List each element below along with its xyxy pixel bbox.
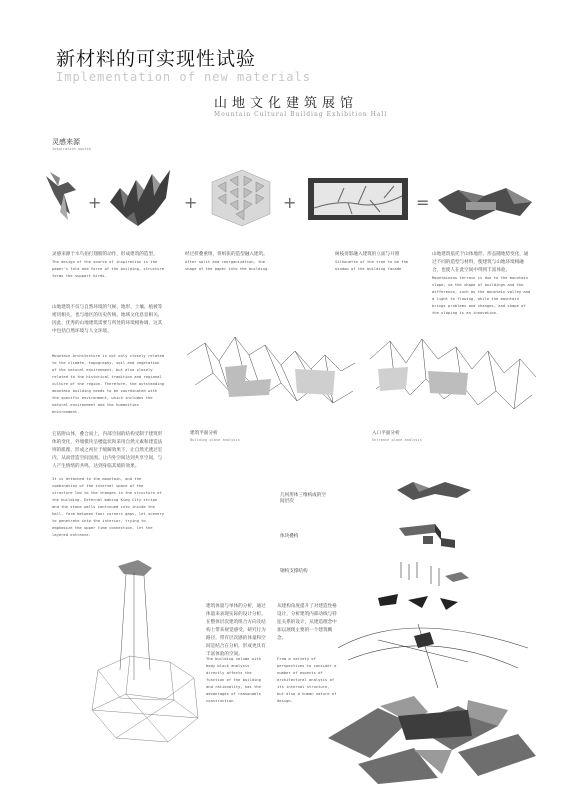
entrance-plane-drawing: [368, 325, 538, 425]
exploded-axonometric-drawing: [318, 588, 540, 784]
building-plane-drawing: [185, 325, 360, 425]
page-title-english: Implementation of new materials: [56, 70, 311, 84]
paragraph-4: 从建构角度提升了对建造性格设计，分析建筑内部动线与特征关系的设计，从建造理念中加以展现主要的一个建筑概念。: [277, 603, 337, 640]
caption-3: 树枝剪影融入建筑的立面与开窗 Silhouette of the tree to be the window of the building facade: [335, 251, 409, 271]
paragraph-3-english: The building volume with body block analysis directly affects the function of the building and rationality, has the advantages of reasonable construction.: [206, 656, 261, 703]
building-plane-label: 建筑平面分析: [190, 430, 218, 435]
paper-fold-image: [108, 168, 173, 228]
building-plane-label-english: Building plane analysis: [190, 438, 240, 442]
branch-silhouette-image: [308, 178, 408, 220]
bird-image: [40, 168, 90, 228]
paragraph-2: 它依附山体，叠合而上，内部空间的结构受制于建筑形体的变化，外墙模块呈楼盘状和采用自然元素和建造法则的肌理，形成之初位于缓解效果下，让自然光透过室内，从而营造空间氛围。让内外空间达到共享空间，与人产生情绪的共鸣，达到身临其境的效果。: [52, 431, 163, 468]
layer-label-blocks: 体块叠构: [280, 533, 299, 538]
project-title-english: Mountain Cultural Building Exhibition Hall: [214, 111, 388, 118]
entrance-plane-label-english: Entrance plane analysis: [372, 438, 422, 442]
steel-structure-drawing: [90, 560, 200, 750]
caption-2: 经过折叠重组，将纸张的造型融入建筑。 After split and reorganization, the shape of the paper into the building.: [185, 251, 270, 271]
layer-label-steel: 钢构支撑结构: [280, 568, 308, 573]
plus-operator-2: +: [184, 193, 198, 212]
folded-module-image: [208, 168, 274, 228]
roof-layer-graphic: [395, 480, 475, 502]
plus-operator-1: +: [88, 193, 102, 212]
inspiration-heading-english: Inspiration source: [52, 147, 91, 151]
paragraph-3: 建筑体量与单体的分析，通过体量来表现实际的设计分析。在整体层次建筑组合方向及结构上带来视觉感受，研究行为路径。带有层次感的体量和空间是结合在分析，形成更具有丰富体验的空间。: [206, 603, 266, 656]
building-result-image: [436, 186, 536, 224]
layer-label-geometry: 几何形体三维构成的空间层次: [280, 492, 326, 503]
block-layer-graphic: [395, 522, 475, 550]
project-title: 山地文化建筑展馆: [214, 95, 359, 110]
paragraph-1: 山地建筑不仅与自然环境的气候、地形、土壤、植被等密切相关，也与地区的历史传统、地域文化息息相关。因此，优秀的山地建筑需要与所处的环境相协调，这其中包括自然环境与人文环境。: [52, 304, 163, 333]
caption-1: 灵感来源于水鸟拍打翅膀的动作，形成建筑的造型。 The design of the source of inspiration is the paper's fold and force of the building, structure forms the support birds.: [52, 251, 165, 278]
paragraph-4-english: From a variety of perspectives to consider a number of aspects of architectural analysis of its internal structure, but also a human nature of design.: [277, 656, 337, 703]
caption-4: 山地建筑依托于山体地形，形态随地势变化，通过不同的造型与材料，使建筑与山地环境相融合，也使人在此空间中得到丰富体验。 Mountainous terrain is due to the mountain slope, so the shape of buildings and the difference, such as the mountain valley and a light to flowing, while the mountain brings problems and changes, and shape of the sloping is an innovation.: [432, 251, 531, 315]
page-title: 新材料的可实现性试验: [56, 49, 257, 70]
paragraph-1-english: Mountain Architecture is not only closely related to the climate, topography, soil and vegetation of the natural environment, but also closely related to the historical tradition and regional culture of the region. Therefore, the outstanding mountain building needs to be coordinated with the specific environment, which includes the natural environment and the humanities environment.: [52, 353, 165, 414]
inspiration-heading: 灵感来源: [52, 139, 80, 146]
steel-layer-graphic: [395, 558, 475, 588]
equals-operator: =: [416, 193, 430, 212]
plus-operator-3: +: [283, 193, 297, 212]
entrance-plane-label: 入口平面分析: [372, 430, 400, 435]
paragraph-2-english: It is attached to the mountain, and the combination of the internal space of the structure led to the changes in the structure of the building. External making King City stripe and the stone walls continued into inside the hall, form between four corners gaps, let scenery to penetrate into the interior, trying to emphasize the upper time connection, let the layered entrance.: [52, 476, 165, 537]
